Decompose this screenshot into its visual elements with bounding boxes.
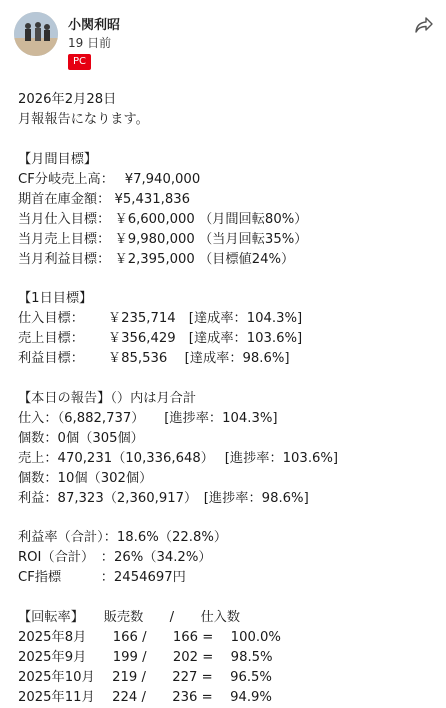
- post-line: 2025年11月 224 / 236 = 94.9%: [18, 689, 272, 705]
- post-header: [14, 12, 434, 72]
- post-line: 【回転率】 販売数 / 仕入数: [18, 609, 241, 625]
- post-line: 売上目標： ￥356,429 [達成率：103.6%]: [18, 331, 303, 347]
- post-line: 仕入目標： ￥235,714 [達成率：104.3%]: [18, 311, 303, 327]
- post-line: ROI（合計） ：26%（34.2%）: [18, 550, 212, 566]
- post-line: 当月売上目標： ￥9,980,000 （当月回転35%）: [18, 231, 308, 247]
- post-line: CF指標 ：2454697円: [18, 570, 186, 586]
- post-line: [18, 369, 438, 389]
- post-line: 月報報告になります。: [18, 112, 149, 127]
- post-line: 2025年8月 166 / 166 = 100.0%: [18, 629, 281, 645]
- avatar[interactable]: [14, 12, 58, 56]
- post-line: 【1日目標】: [18, 291, 93, 307]
- post-time: 19 日前: [68, 36, 112, 50]
- post-line: 売上：470,231（10,336,648） [進捗率：103.6%]: [18, 450, 339, 466]
- post-line: 【本日の報告】（）内は月合計: [18, 390, 197, 406]
- post-line: 2026年2月28日: [18, 92, 117, 107]
- post-line: [18, 270, 438, 290]
- post-line: 2025年10月 219 / 227 = 96.5%: [18, 669, 272, 685]
- share-icon[interactable]: [414, 16, 434, 34]
- post-line: 利益目標： ￥85,536 [達成率：98.6%]: [18, 351, 290, 367]
- post-line: 2025年9月 199 / 202 = 98.5%: [18, 649, 273, 665]
- post-line: 当月仕入目標： ￥6,600,000 （月間回転80%）: [18, 211, 308, 227]
- post-body: [18, 90, 438, 708]
- post-line: 個数：10個（302個）: [18, 470, 153, 486]
- post-line: 期首在庫金額： ¥5,431,836: [18, 191, 191, 207]
- post-line: 個数：0個（305個）: [18, 430, 144, 446]
- post-line: 利益率（合計）：18.6%（22.8%）: [18, 530, 228, 546]
- pc-badge: PC: [68, 54, 91, 70]
- post-line: 利益：87,323（2,360,917） [進捗率：98.6%]: [18, 490, 309, 506]
- post-line: [18, 509, 438, 529]
- post-line: 当月利益目標： ￥2,395,000 （目標値24%）: [18, 251, 295, 267]
- post-line: [18, 130, 438, 150]
- post-line: [18, 588, 438, 608]
- author-name[interactable]: 小関利昭: [68, 18, 121, 33]
- post-line: 【月間目標】: [18, 151, 98, 167]
- post-line: 仕入：（6,882,737） [進捗率：104.3%]: [18, 410, 278, 426]
- post-line: CF分岐売上高： ¥7,940,000: [18, 171, 201, 187]
